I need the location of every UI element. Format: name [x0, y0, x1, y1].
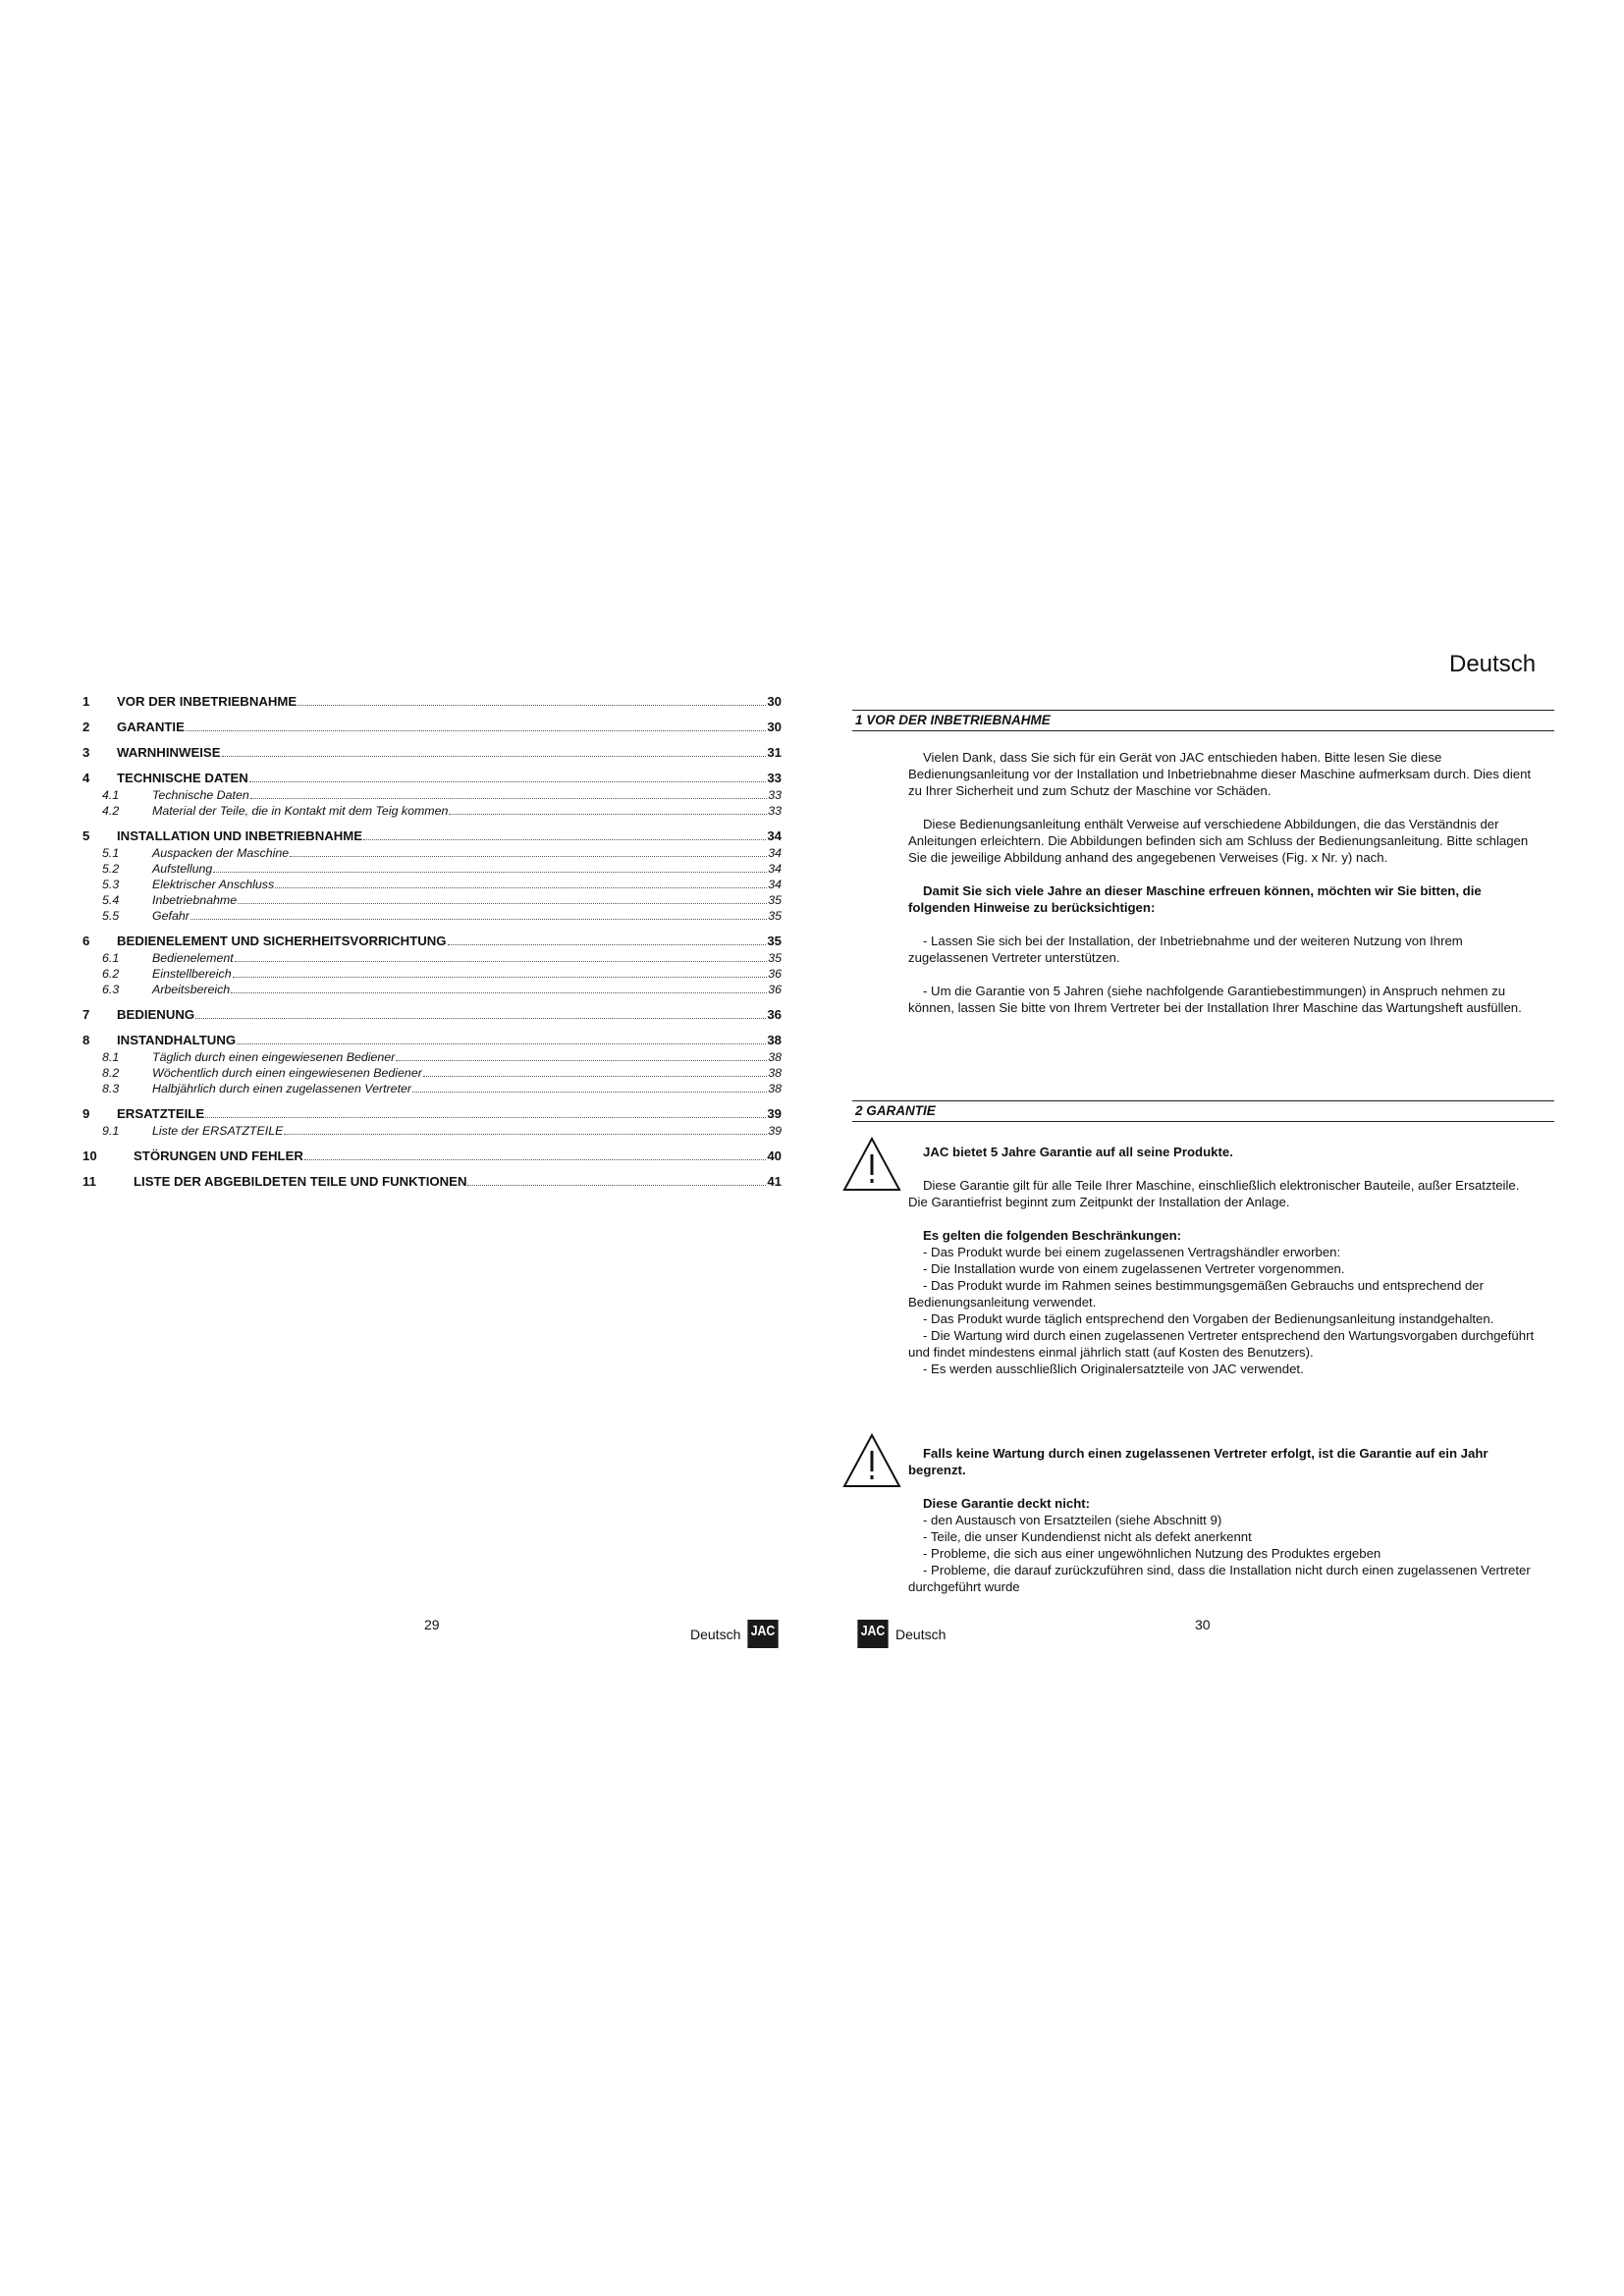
toc-number: 6.1 [102, 951, 120, 965]
left-footer [690, 1620, 782, 1648]
maintenance-warning: Falls keine Wartung durch einen zugelassenen Vertreter erfolgt, ist die Garantie auf ein Jahr begrenzt. [908, 1446, 1489, 1477]
toc-page-number: 34 [767, 828, 782, 843]
toc-page-number: 34 [768, 862, 782, 876]
toc-entry [82, 744, 782, 762]
toc-leader [231, 992, 767, 993]
toc-leader [195, 1018, 766, 1019]
toc-page-number: 33 [767, 771, 782, 785]
toc-number: 1 [82, 694, 90, 709]
exclusion-item: - Probleme, die darauf zurückzuführen sind, dass die Installation nicht durch einen zugelassenen Vertreter durchgeführt wurde [908, 1563, 1531, 1594]
toc-leader [249, 781, 766, 782]
section-1-paragraph: Vielen Dank, dass Sie sich für ein Gerät von JAC entschieden haben. Bitte lesen Sie diese Bedienungsanleitung vor der Installation und Inbetriebnahme dieser Maschine aufmerksam durch. Dies dient zu Ihrer Sicherheit und zum Schutz der Maschine vor Schäden. [908, 750, 1532, 798]
toc-number: 6.2 [102, 967, 120, 981]
toc-entry [82, 1173, 782, 1191]
toc-leader [235, 961, 768, 962]
warning-triangle-icon [841, 1136, 902, 1193]
toc-number: 8.2 [102, 1066, 120, 1080]
toc-subentry [82, 861, 782, 877]
toc-subentry [82, 966, 782, 982]
toc-page-number: 33 [768, 804, 782, 818]
toc-title: Elektrischer Anschluss [152, 878, 275, 891]
toc-leader [190, 919, 767, 920]
right-page-number: 30 [1195, 1617, 1211, 1632]
toc-subentry [82, 1081, 782, 1096]
toc-title: Technische Daten [152, 788, 249, 802]
toc-leader [449, 814, 767, 815]
toc-page-number: 36 [767, 1007, 782, 1022]
toc-number: 4 [82, 771, 90, 785]
section-1-paragraph: - Lassen Sie sich bei der Installation, der Inbetriebnahme und der weiteren Nutzung von Ihrem zugelassenen Vertreter unterstützen. [908, 934, 1463, 965]
restriction-item: - Das Produkt wurde im Rahmen seines bestimmungsgemäßen Gebrauchs und entsprechend der Bedienungsanleitung verwendet. [908, 1278, 1485, 1309]
toc-subentry [82, 950, 782, 966]
section-2-body [908, 1144, 1537, 1377]
toc-title: WARNHINWEISE [117, 745, 221, 760]
toc-entry [82, 828, 782, 845]
toc-entry [82, 1148, 782, 1165]
exclusion-item: - den Austausch von Ersatzteilen (siehe Abschnitt 9) [923, 1513, 1222, 1527]
toc-number: 5 [82, 828, 90, 843]
toc-page-number: 33 [768, 788, 782, 802]
toc-entry [82, 933, 782, 950]
toc-number: 4.1 [102, 788, 120, 802]
toc-leader [363, 839, 766, 840]
toc-title: Auspacken der Maschine [152, 846, 290, 860]
restriction-item: - Das Produkt wurde täglich entsprechend den Vorgaben der Bedienungsanleitung instandgehalten. [923, 1311, 1494, 1326]
toc-entry [82, 1032, 782, 1049]
jac-logo-left: JAC [748, 1620, 779, 1648]
toc-leader [423, 1076, 767, 1077]
toc-title: Aufstellung [152, 862, 213, 876]
toc-title: Einstellbereich [152, 967, 232, 981]
toc-number: 11 [82, 1174, 96, 1189]
section-heading-2: 2 GARANTIE [852, 1100, 1554, 1122]
exclusion-item: - Probleme, die sich aus einer ungewöhnlichen Nutzung des Produktes ergeben [923, 1546, 1381, 1561]
toc-page-number: 35 [768, 951, 782, 965]
toc-leader [290, 856, 767, 857]
toc-page-number: 38 [768, 1050, 782, 1064]
toc-title: ERSATZTEILE [117, 1106, 205, 1121]
toc-leader [396, 1060, 767, 1061]
toc-title: INSTANDHALTUNG [117, 1033, 237, 1047]
toc-page-number: 34 [768, 878, 782, 891]
toc-leader [304, 1159, 766, 1160]
toc-number: 9.1 [102, 1124, 120, 1138]
toc-page-number: 35 [767, 934, 782, 948]
toc-number: 2 [82, 720, 90, 734]
restriction-item: - Die Installation wurde von einem zugelassenen Vertreter vorgenommen. [923, 1261, 1345, 1276]
toc-leader [222, 756, 767, 757]
toc-entry [82, 719, 782, 736]
toc-page-number: 38 [768, 1082, 782, 1095]
exclusion-item: - Teile, die unser Kundendienst nicht als defekt anerkennt [923, 1529, 1252, 1544]
guarantee-intro: JAC bietet 5 Jahre Garantie auf all seine Produkte. [923, 1145, 1233, 1159]
toc-page-number: 38 [767, 1033, 782, 1047]
restrictions-list [908, 1244, 1537, 1377]
toc-title: Bedienelement [152, 951, 234, 965]
table-of-contents [82, 693, 782, 1191]
toc-subentry [82, 787, 782, 803]
toc-title: GARANTIE [117, 720, 185, 734]
toc-page-number: 30 [767, 720, 782, 734]
restrictions-title: Es gelten die folgenden Beschränkungen: [923, 1228, 1182, 1243]
toc-leader [412, 1092, 767, 1093]
section-1-paragraph: Diese Bedienungsanleitung enthält Verweise auf verschiedene Abbildungen, die das Verständnis der Anleitungen erleichtern. Die Abbildungen befinden sich am Schluss der Bedienungsanleitung. Bitte schlagen Sie die jeweilige Abbildung anhand des angegebenen Verweises (Fig. x Nr. y) nach. [908, 817, 1529, 865]
toc-subentry [82, 1123, 782, 1139]
toc-subentry [82, 892, 782, 908]
toc-title: Inbetriebnahme [152, 893, 238, 907]
toc-title: Arbeitsbereich [152, 983, 231, 996]
toc-leader [298, 705, 766, 706]
toc-number: 5.3 [102, 878, 120, 891]
toc-number: 6.3 [102, 983, 120, 996]
toc-number: 7 [82, 1007, 90, 1022]
jac-logo-right: JAC [857, 1620, 888, 1648]
toc-title: BEDIENUNG [117, 1007, 195, 1022]
toc-page-number: 41 [767, 1174, 782, 1189]
toc-number: 8 [82, 1033, 90, 1047]
toc-leader [213, 872, 767, 873]
toc-title: Halbjährlich durch einen zugelassenen Vertreter [152, 1082, 412, 1095]
exclusions-title: Diese Garantie deckt nicht: [923, 1496, 1091, 1511]
toc-leader [238, 903, 767, 904]
toc-title: VOR DER INBETRIEBNAHME [117, 694, 298, 709]
toc-page-number: 36 [768, 967, 782, 981]
toc-number: 3 [82, 745, 90, 760]
toc-number: 5.1 [102, 846, 120, 860]
toc-title: TECHNISCHE DATEN [117, 771, 248, 785]
toc-number: 5.5 [102, 909, 120, 923]
section-1-body [908, 749, 1537, 1016]
toc-leader [275, 887, 767, 888]
toc-number: 10 [82, 1148, 97, 1163]
toc-page-number: 40 [767, 1148, 782, 1163]
toc-number: 6 [82, 934, 90, 948]
toc-page-number: 38 [768, 1066, 782, 1080]
toc-page-number: 34 [768, 846, 782, 860]
toc-subentry [82, 908, 782, 924]
toc-subentry [82, 982, 782, 997]
toc-title: STÖRUNGEN UND FEHLER [134, 1148, 303, 1163]
toc-entry [82, 693, 782, 711]
toc-page-number: 30 [767, 694, 782, 709]
left-footer-language: Deutsch [690, 1626, 741, 1642]
toc-page-number: 31 [767, 745, 782, 760]
left-page-number: 29 [424, 1617, 440, 1632]
toc-subentry [82, 845, 782, 861]
language-header: Deutsch [1449, 651, 1537, 677]
toc-title: Gefahr [152, 909, 189, 923]
toc-number: 8.1 [102, 1050, 120, 1064]
restriction-item: - Es werden ausschließlich Originalersatzteile von JAC verwendet. [923, 1362, 1304, 1376]
toc-title: INSTALLATION UND INBETRIEBNAHME [117, 828, 363, 843]
toc-title: BEDIENELEMENT UND SICHERHEITSVORRICHTUNG [117, 934, 447, 948]
toc-entry [82, 1105, 782, 1123]
toc-subentry [82, 877, 782, 892]
toc-number: 4.2 [102, 804, 120, 818]
toc-number: 8.3 [102, 1082, 120, 1095]
toc-page-number: 39 [768, 1124, 782, 1138]
toc-leader [284, 1134, 767, 1135]
toc-page-number: 36 [768, 983, 782, 996]
restriction-item: - Die Wartung wird durch einen zugelassenen Vertreter entsprechend den Wartungsvorgaben durchgeführt und findet mindestens einmal jährlich statt (auf Kosten des Benutzers). [908, 1328, 1535, 1360]
toc-title: Liste der ERSATZTEILE [152, 1124, 284, 1138]
restriction-item: - Das Produkt wurde bei einem zugelassenen Vertragshändler erworben: [923, 1245, 1341, 1259]
guarantee-paragraph: Diese Garantie gilt für alle Teile Ihrer Maschine, einschließlich elektronischer Bauteile, außer Ersatzteile. Die Garantiefrist beginnt zum Zeitpunkt der Installation der Anlage. [908, 1178, 1520, 1209]
toc-leader [233, 977, 768, 978]
toc-subentry [82, 1065, 782, 1081]
toc-title: Täglich durch einen eingewiesenen Bediener [152, 1050, 396, 1064]
section-2-warning [908, 1445, 1537, 1595]
toc-title: LISTE DER ABGEBILDETEN TEILE UND FUNKTIONEN [134, 1174, 467, 1189]
toc-entry [82, 770, 782, 787]
section-1-paragraph: - Um die Garantie von 5 Jahren (siehe nachfolgende Garantiebestimmungen) in Anspruch nehmen zu können, lassen Sie bitte von Ihrem Vertreter bei der Installation Ihrer Maschine das Wartungsheft ausfüllen. [908, 984, 1522, 1015]
section-1-bold-paragraph: Damit Sie sich viele Jahre an dieser Maschine erfreuen können, möchten wir Sie bitten, die folgenden Hinweise zu berücksichtigen: [908, 883, 1482, 915]
toc-leader [467, 1185, 766, 1186]
right-footer-language: Deutsch [895, 1626, 947, 1642]
exclusions-list [908, 1512, 1537, 1595]
toc-subentry [82, 803, 782, 819]
toc-leader [237, 1043, 766, 1044]
toc-number: 5.2 [102, 862, 120, 876]
toc-leader [448, 944, 767, 945]
toc-subentry [82, 1049, 782, 1065]
toc-leader [186, 730, 766, 731]
toc-title: Wöchentlich durch einen eingewiesenen Bediener [152, 1066, 422, 1080]
section-heading-1: 1 VOR DER INBETRIEBNAHME [852, 710, 1554, 731]
warning-triangle-icon [841, 1432, 902, 1489]
toc-number: 5.4 [102, 893, 120, 907]
right-footer [854, 1620, 946, 1648]
toc-entry [82, 1006, 782, 1024]
toc-title: Material der Teile, die in Kontakt mit dem Teig kommen [152, 804, 449, 818]
toc-page-number: 39 [767, 1106, 782, 1121]
toc-leader [250, 798, 767, 799]
toc-number: 9 [82, 1106, 90, 1121]
toc-leader [205, 1117, 766, 1118]
toc-page-number: 35 [768, 909, 782, 923]
toc-page-number: 35 [768, 893, 782, 907]
